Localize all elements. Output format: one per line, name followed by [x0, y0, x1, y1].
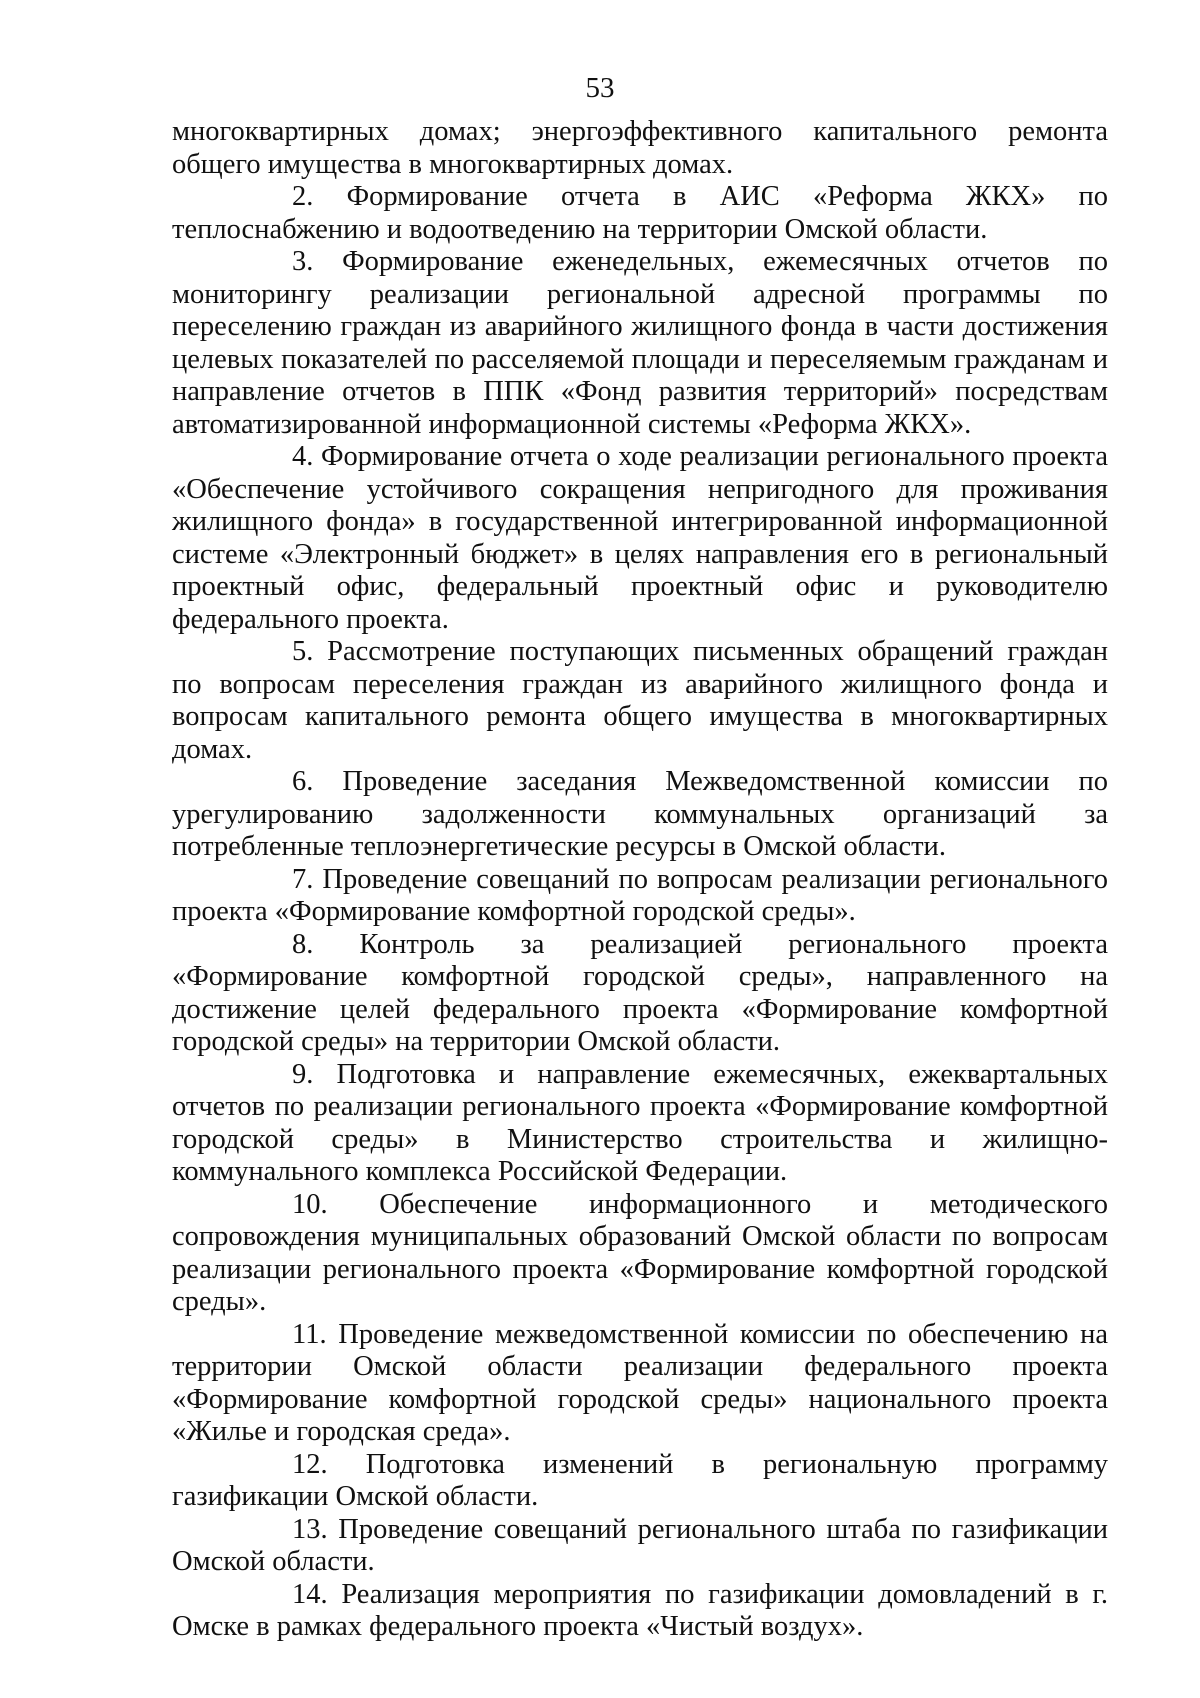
- list-item: [172, 1579, 1108, 1644]
- list-item-text: Рассмотрение поступающих письменных обращений граждан по вопросам переселения граждан из аварийного жилищного фонда и вопросам капитального ремонта общего имущества в многоквартирных домах.: [172, 636, 1108, 765]
- list-item-text: Проведение совещаний по вопросам реализации регионального проекта «Формирование комфортной городской среды».: [172, 863, 1109, 927]
- list-item: [172, 929, 1108, 1059]
- list-item-text: Формирование отчета о ходе реализации регионального проекта «Обеспечение устойчивого сокращения непригодного для проживания жилищного фонда» в государственной интегрированной информационной системе «Электронный бюджет» в целях направления его в региональный проектный офис, федеральный проектный офис и руководителю федерального проекта.: [172, 441, 1108, 635]
- list-item-number: 11.: [292, 1318, 327, 1350]
- list-item-number: 3.: [292, 246, 314, 277]
- list-item: [172, 1514, 1108, 1579]
- list-item: [172, 1189, 1108, 1319]
- list-item-number: 13.: [292, 1513, 328, 1545]
- list-item: [172, 636, 1108, 766]
- list-item-text: Обеспечение информационного и методического сопровождения муниципальных образований Омской области по вопросам реализации регионального проекта «Формирование комфортной городской среды».: [172, 1188, 1109, 1317]
- list-item-number: 4.: [292, 441, 314, 472]
- list-item-text: Проведение межведомственной комиссии по обеспечению на территории Омской области реализации федерального проекта «Формирование комфортной городской среды» национального проекта «Жилье и городская среда».: [172, 1318, 1109, 1447]
- list-item: [172, 1319, 1108, 1449]
- list-item: [172, 766, 1108, 864]
- list-item-number: 2.: [292, 181, 314, 212]
- list-item-number: 8.: [292, 928, 314, 960]
- document-body: [172, 116, 1108, 1644]
- list-item-text: Проведение совещаний регионального штаба по газификации Омской области.: [172, 1513, 1109, 1577]
- list-item-number: 12.: [292, 1448, 328, 1480]
- list-item: [172, 441, 1108, 636]
- list-item-number: 5.: [292, 636, 314, 667]
- list-item-number: 14.: [292, 1578, 328, 1610]
- list-item-number: 7.: [292, 863, 314, 895]
- list-item-text: Контроль за реализацией регионального проекта «Формирование комфортной городской среды», направленного на достижение целей федерального проекта «Формирование комфортной городской среды» на территории Омской области.: [172, 928, 1108, 1057]
- paragraph-text: многоквартирных домах; энергоэффективного капитального ремонта общего имущества в многоквартирных домах.: [172, 116, 1108, 180]
- list-item: [172, 246, 1108, 441]
- list-item-text: Реализация мероприятия по газификации домовладений в г. Омске в рамках федерального проекта «Чистый воздух».: [172, 1578, 1109, 1642]
- list-item-text: Подготовка изменений в региональную программу газификации Омской области.: [172, 1448, 1109, 1512]
- list-item: [172, 1449, 1108, 1514]
- page-number: 53: [585, 72, 615, 104]
- list-item: [172, 864, 1108, 929]
- list-item-number: 9.: [292, 1058, 314, 1090]
- list-item: [172, 181, 1108, 246]
- list-item-text: Подготовка и направление ежемесячных, ежеквартальных отчетов по реализации регионального проекта «Формирование комфортной городской среды» в Министерство строительства и жилищно-коммунального комплекса Российской Федерации.: [172, 1058, 1108, 1187]
- list-item: [172, 1059, 1108, 1189]
- paragraph-continuation: [172, 116, 1108, 181]
- list-item-text: Проведение заседания Межведомственной комиссии по урегулированию задолженности коммунальных организаций за потребленные теплоэнергетические ресурсы в Омской области.: [172, 766, 1108, 862]
- list-item-text: Формирование отчета в АИС «Реформа ЖКХ» по теплоснабжению и водоотведению на территории Омской области.: [172, 181, 1109, 245]
- list-item-number: 6.: [292, 766, 314, 797]
- list-item-text: Формирование еженедельных, ежемесячных отчетов по мониторингу реализации региональной адресной программы по переселению граждан из аварийного жилищного фонда в части достижения целевых показателей по расселяемой площади и переселяемым гражданам и направление отчетов в ППК «Фонд развития территорий» посредствам автоматизированной информационной системы «Реформа ЖКХ».: [172, 246, 1108, 440]
- list-item-number: 10.: [292, 1188, 328, 1220]
